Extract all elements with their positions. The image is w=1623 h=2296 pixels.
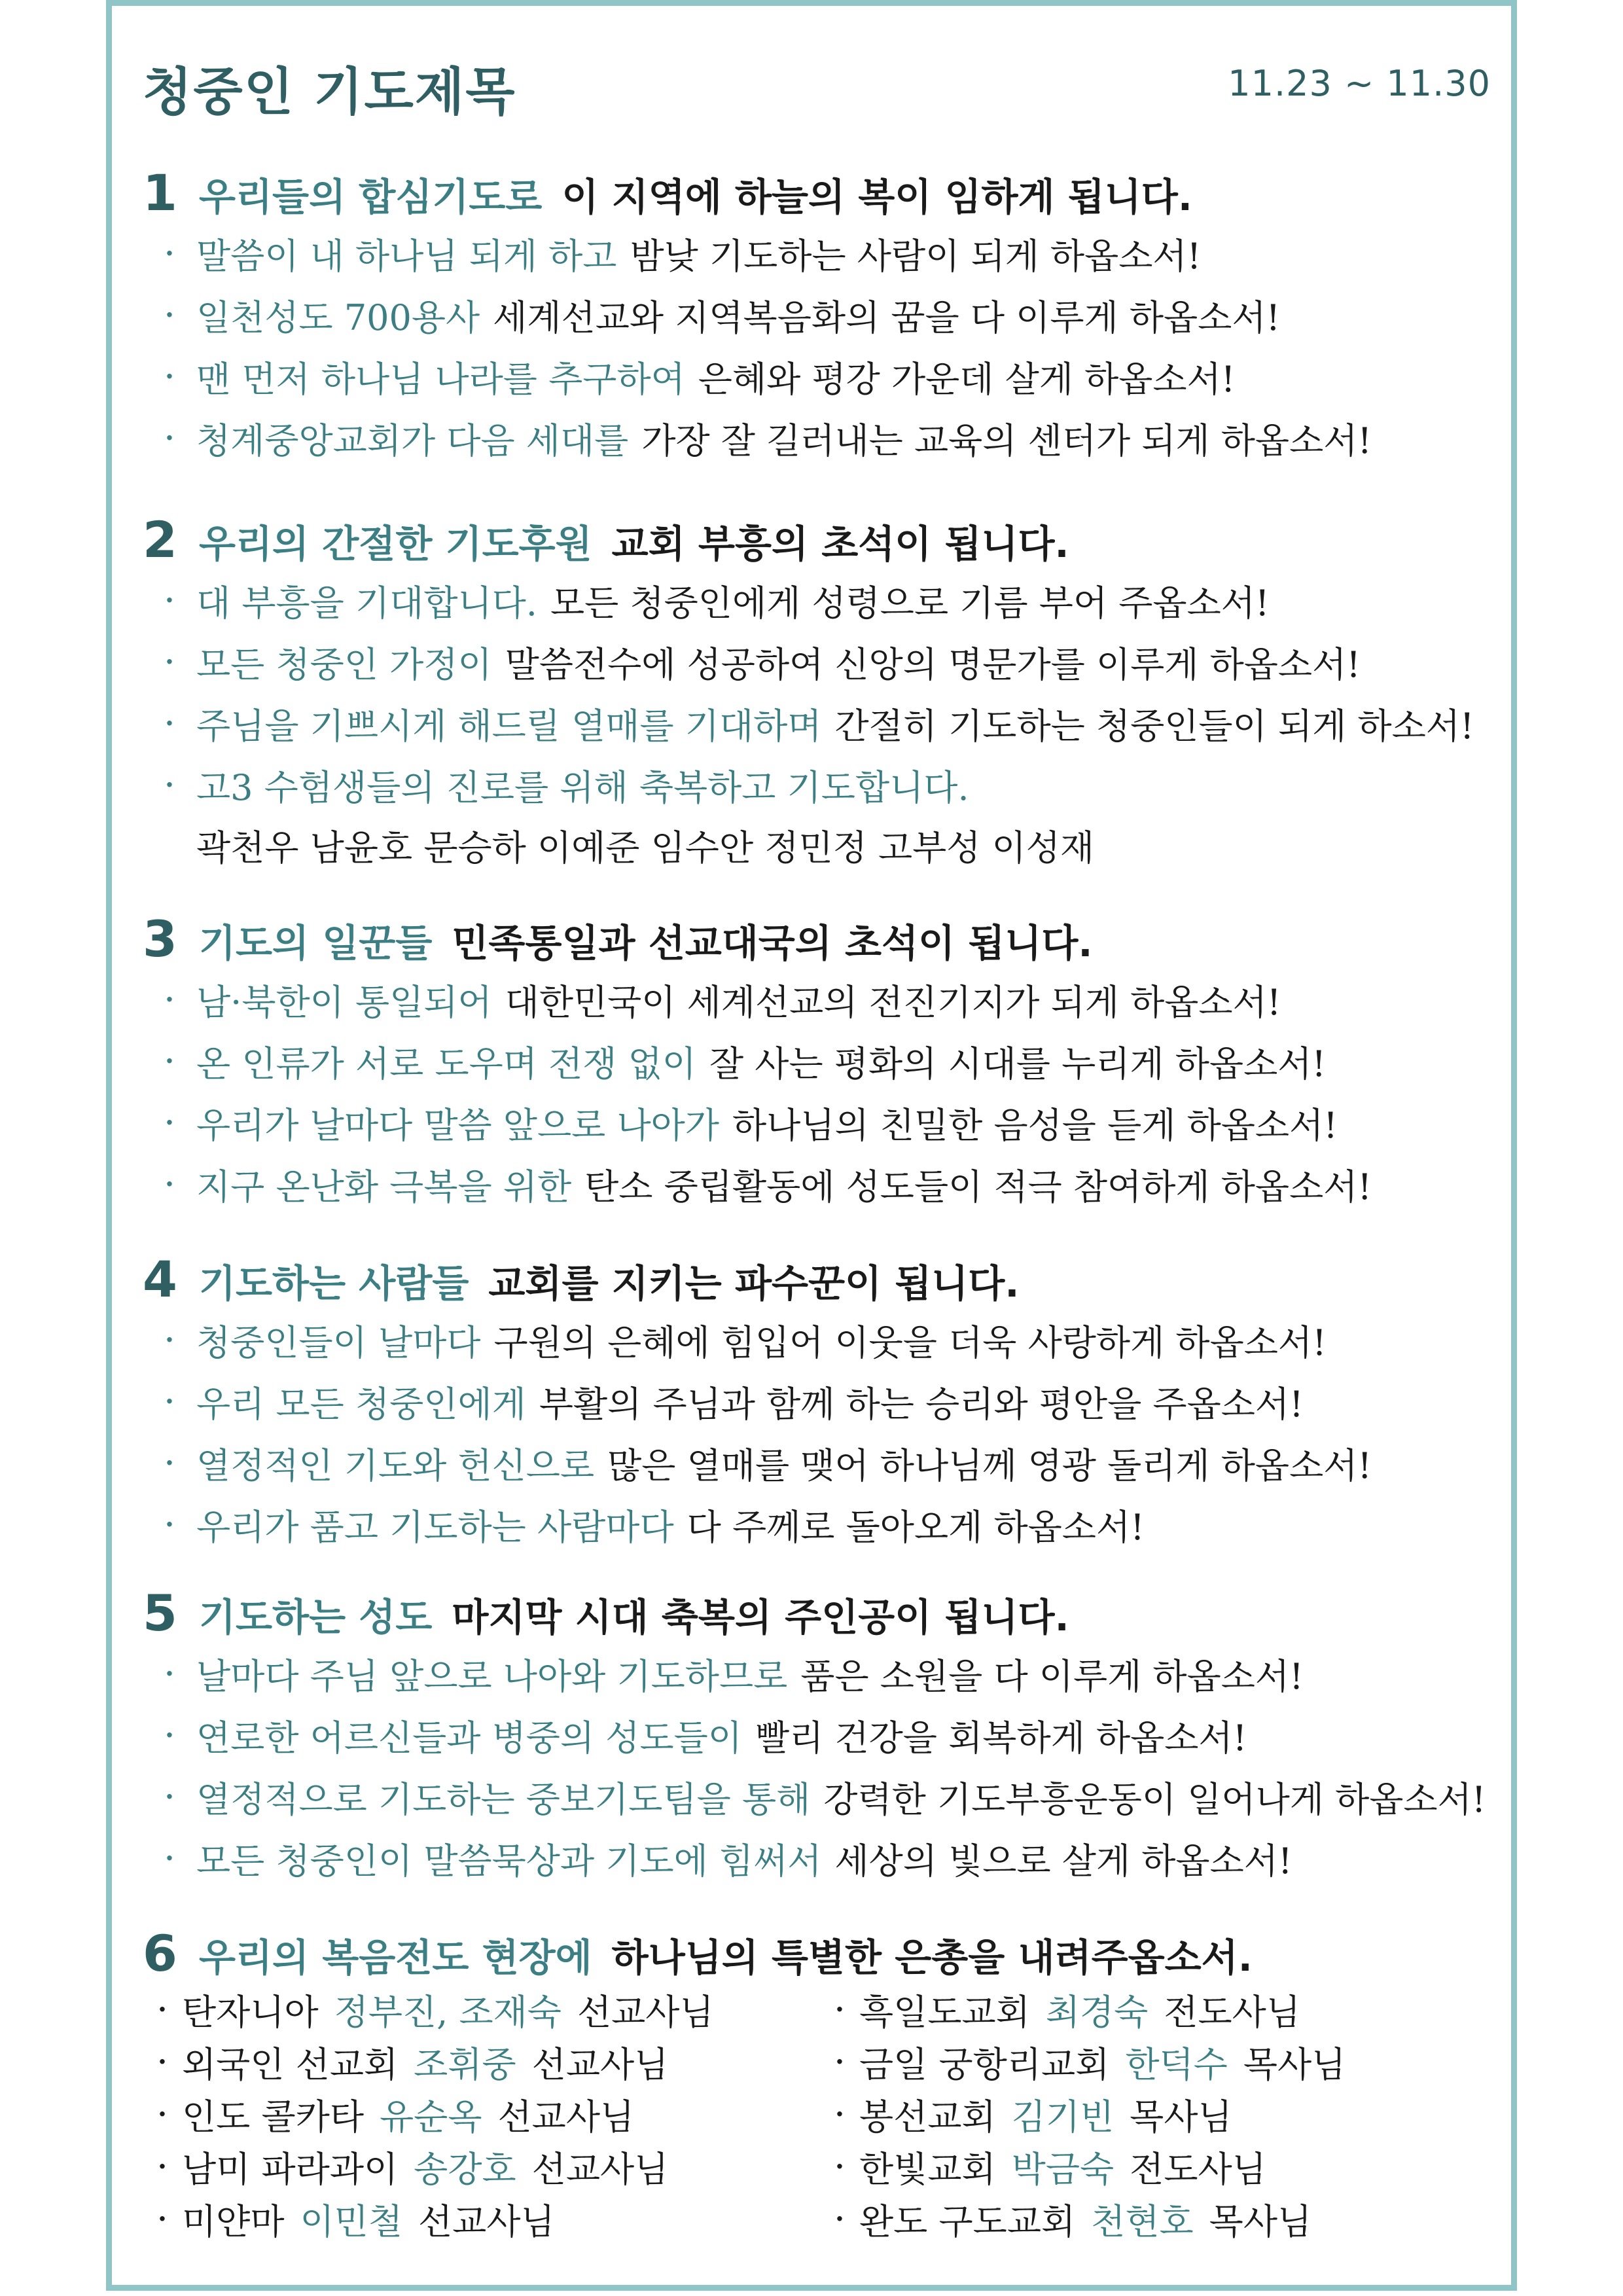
- item-highlight: 맨 먼저 하나님 나라를 추구하여: [196, 358, 685, 400]
- mission-place: 미얀마: [182, 2200, 285, 2242]
- item-text: 세상의 빛으로 살게 하옵소서!: [834, 1840, 1293, 1882]
- prayer-item: [143, 1643, 1497, 1704]
- item-text: 다 주께로 돌아오게 하옵소서!: [687, 1506, 1145, 1548]
- bullet-icon: ·: [158, 2151, 167, 2182]
- item-highlight: 열정적인 기도와 헌신으로: [196, 1444, 595, 1486]
- bullet-icon: ·: [165, 1386, 174, 1417]
- item-highlight: 온 인류가 서로 도우며 전쟁 없이: [196, 1043, 696, 1085]
- section-heading-text: 교회 부흥의 초석이 됩니다.: [611, 522, 1069, 566]
- prayer-item: [143, 1704, 1497, 1766]
- section-heading-highlight: 우리의 간절한 기도후원: [199, 522, 592, 566]
- section-number: 3: [143, 910, 177, 968]
- bullet-icon: ·: [165, 584, 174, 616]
- item-text: 말씀전수에 성공하여 신앙의 명문가를 이루게 하옵소서!: [505, 643, 1361, 685]
- item-highlight: 우리 모든 청중인에게: [196, 1383, 526, 1425]
- missionary-title: 선교사님: [497, 2096, 635, 2138]
- bullet-icon: ·: [165, 646, 174, 677]
- prayer-item: [143, 223, 1497, 284]
- missionary-list: [143, 1983, 1497, 2245]
- mission-place: 탄자니아: [182, 1991, 319, 2033]
- item-text: 많은 열매를 맺어 하나님께 영광 돌리게 하옵소서!: [607, 1444, 1372, 1486]
- missionary-item: [143, 2140, 820, 2193]
- item-text: 탄소 중립활동에 성도들이 적극 참여하게 하옵소서!: [584, 1166, 1372, 1208]
- missionary-title: 선교사님: [531, 2043, 669, 2085]
- date-range: 11.23 ~ 11.30: [1228, 63, 1491, 104]
- item-text: 부활의 주님과 함께 하는 승리와 평안을 주옵소서!: [539, 1383, 1304, 1425]
- bullet-icon: ·: [165, 238, 174, 269]
- section-number: 5: [143, 1584, 177, 1642]
- prayer-item: [143, 284, 1497, 346]
- prayer-item: [143, 1030, 1497, 1092]
- section-heading-highlight: 기도하는 사람들: [199, 1261, 469, 1306]
- missionary-name: 박금숙: [1011, 2148, 1115, 2190]
- item-highlight: 모든 청중인이 말씀묵상과 기도에 힘써서: [196, 1840, 822, 1882]
- bullet-icon: ·: [158, 2098, 167, 2130]
- section-2: [143, 511, 1497, 874]
- mission-place: 인도 콜카타: [182, 2096, 364, 2138]
- item-highlight: 날마다 주님 앞으로 나아와 기도하므로: [196, 1655, 788, 1697]
- page-title: 청중인 기도제목: [143, 63, 516, 122]
- section-5: [143, 1584, 1497, 1889]
- section-3: [143, 910, 1497, 1215]
- section-number: 6: [143, 1924, 177, 1982]
- section-heading-text: 교회를 지키는 파수꾼이 됩니다.: [488, 1261, 1020, 1306]
- missionary-item: [820, 2140, 1497, 2193]
- bullet-icon: ·: [165, 984, 174, 1015]
- mission-place: 금일 궁항리교회: [859, 2043, 1110, 2085]
- item-highlight: 대 부흥을 기대합니다.: [196, 582, 537, 624]
- section-number: 1: [143, 164, 177, 222]
- item-text: 대한민국이 세계선교의 전진기지가 되게 하옵소서!: [505, 981, 1281, 1023]
- prayer-item: [143, 1092, 1497, 1153]
- section-1: [143, 164, 1497, 469]
- bullet-icon: ·: [158, 1994, 167, 2025]
- item-text: 빨리 건강을 회복하게 하옵소서!: [755, 1717, 1247, 1759]
- bullet-icon: ·: [165, 1045, 174, 1077]
- bullet-icon: ·: [165, 1447, 174, 1479]
- missionary-name: 최경숙: [1045, 1991, 1149, 2033]
- prayer-item: [143, 1309, 1497, 1371]
- prayer-item: [143, 1432, 1497, 1494]
- item-text: 간절히 기도하는 청중인들이 되게 하소서!: [834, 705, 1474, 747]
- section-6: [143, 1924, 1497, 2245]
- prayer-item: [143, 1494, 1497, 1555]
- missionary-item: [143, 2036, 820, 2088]
- missionary-title: 선교사님: [531, 2148, 669, 2190]
- mission-place: 한빛교회: [859, 2148, 996, 2190]
- missionary-name: 유순옥: [380, 2096, 482, 2138]
- section-heading: [143, 1924, 1497, 1983]
- item-highlight: 청중인들이 날마다: [196, 1321, 481, 1363]
- missionary-item: [143, 1983, 820, 2036]
- item-text: 밤낮 기도하는 사람이 되게 하옵소서!: [630, 235, 1202, 277]
- bullet-icon: ·: [835, 1994, 844, 2025]
- student-names: 곽천우 남윤호 문승하 이예준 임수안 정민정 고부성 이성재: [196, 827, 1095, 869]
- missionary-title: 전도사님: [1130, 2148, 1266, 2190]
- item-text: 품은 소원을 다 이루게 하옵소서!: [800, 1655, 1304, 1697]
- missionary-title: 목사님: [1243, 2043, 1346, 2085]
- item-highlight: 우리가 날마다 말씀 앞으로 나아가: [196, 1104, 719, 1146]
- mission-place: 봉선교회: [859, 2096, 996, 2138]
- missionary-name: 이민철: [300, 2200, 402, 2242]
- prayer-item: [143, 969, 1497, 1030]
- missionary-item: [143, 2193, 820, 2245]
- section-heading-highlight: 우리들의 합심기도로: [199, 175, 543, 219]
- item-highlight: 모든 청중인 가정이: [196, 643, 492, 685]
- section-heading: [143, 511, 1497, 569]
- item-highlight: 열정적으로 기도하는 중보기도팀을 통해: [196, 1778, 811, 1820]
- section-heading-highlight: 기도하는 성도: [199, 1595, 433, 1640]
- bullet-icon: ·: [165, 1324, 174, 1355]
- section-heading: [143, 164, 1497, 223]
- mission-place: 남미 파라과이: [182, 2148, 399, 2190]
- section-heading: [143, 1250, 1497, 1309]
- section-heading-text: 마지막 시대 축복의 주인공이 됩니다.: [452, 1595, 1069, 1640]
- missionary-name: 한덕수: [1125, 2043, 1228, 2085]
- bullet-icon: ·: [835, 2046, 844, 2077]
- bullet-icon: ·: [165, 708, 174, 739]
- missionary-name: 송강호: [414, 2148, 516, 2190]
- bullet-icon: ·: [165, 769, 174, 800]
- bullet-icon: ·: [158, 2203, 167, 2234]
- item-text: 세계선교와 지역복음화의 꿈을 다 이루게 하옵소서!: [493, 296, 1281, 338]
- item-highlight: 고3 수험생들의 진로를 위해 축복하고 기도합니다.: [196, 766, 969, 808]
- bullet-icon: ·: [165, 1107, 174, 1138]
- missionary-title: 선교사님: [577, 1991, 714, 2033]
- prayer-item: [143, 1153, 1497, 1215]
- missionary-title: 목사님: [1209, 2200, 1312, 2242]
- mission-place: 완도 구도교회: [859, 2200, 1076, 2242]
- section-number: 4: [143, 1250, 177, 1308]
- section-heading-text: 민족통일과 선교대국의 초석이 됩니다.: [452, 921, 1093, 965]
- item-highlight: 일천성도 700용사: [196, 296, 480, 338]
- item-highlight: 청계중앙교회가 다음 세대를: [196, 420, 629, 461]
- item-highlight: 연로한 어르신들과 병중의 성도들이: [196, 1717, 742, 1759]
- item-highlight: 우리가 품고 기도하는 사람마다: [196, 1506, 674, 1548]
- missionary-item: [820, 2036, 1497, 2088]
- item-text: 가장 잘 길러내는 교육의 센터가 되게 하옵소서!: [641, 420, 1372, 461]
- prayer-item: [143, 569, 1497, 631]
- missionary-item: [820, 2193, 1497, 2245]
- missionary-item: [820, 2088, 1497, 2140]
- bullet-icon: ·: [165, 1658, 174, 1689]
- mission-place: 흑일도교회: [859, 1991, 1030, 2033]
- prayer-item: [143, 692, 1497, 754]
- prayer-item: [143, 1371, 1497, 1432]
- item-text: 은혜와 평강 가운데 살게 하옵소서!: [698, 358, 1236, 400]
- section-heading-highlight: 우리의 복음전도 현장에: [199, 1935, 592, 1980]
- section-number: 2: [143, 511, 177, 569]
- missionary-title: 선교사님: [418, 2200, 555, 2242]
- section-heading: [143, 910, 1497, 969]
- header: [143, 51, 1491, 123]
- bullet-icon: ·: [835, 2151, 844, 2182]
- item-highlight: 주님을 기쁘시게 해드릴 열매를 기대하며: [196, 705, 822, 747]
- item-highlight: 남·북한이 통일되어: [196, 981, 492, 1023]
- item-text: 잘 사는 평화의 시대를 누리게 하옵소서!: [709, 1043, 1327, 1085]
- missionary-name: 조휘중: [414, 2043, 516, 2085]
- item-highlight: 말씀이 내 하나님 되게 하고: [196, 235, 617, 277]
- section-heading-highlight: 기도의 일꾼들: [199, 921, 433, 965]
- bullet-icon: ·: [165, 1842, 174, 1874]
- missionary-name: 김기빈: [1011, 2096, 1115, 2138]
- bullet-icon: ·: [158, 2046, 167, 2077]
- missionary-item: [143, 2088, 820, 2140]
- prayer-item: [143, 754, 1497, 816]
- section-heading: [143, 1584, 1497, 1643]
- missionary-name: 정부진, 조재숙: [334, 1991, 562, 2033]
- bullet-icon: ·: [165, 299, 174, 331]
- item-highlight: 지구 온난화 극복을 위한: [196, 1166, 572, 1208]
- bullet-icon: ·: [165, 361, 174, 392]
- bullet-icon: ·: [165, 1781, 174, 1812]
- missionary-item: [820, 1983, 1497, 2036]
- bullet-icon: ·: [835, 2203, 844, 2234]
- bullet-icon: ·: [165, 1168, 174, 1200]
- item-text: 하나님의 친밀한 음성을 듣게 하옵소서!: [732, 1104, 1338, 1146]
- section-4: [143, 1250, 1497, 1555]
- prayer-item: [143, 1766, 1497, 1827]
- mission-place: 외국인 선교회: [182, 2043, 399, 2085]
- prayer-item: [143, 631, 1497, 692]
- missionary-column-right: [820, 1983, 1497, 2245]
- item-text: 구원의 은혜에 힘입어 이웃을 더욱 사랑하게 하옵소서!: [493, 1321, 1327, 1363]
- bullet-icon: ·: [165, 422, 174, 454]
- missionary-title: 전도사님: [1164, 1991, 1300, 2033]
- missionary-column-left: [143, 1983, 820, 2245]
- missionary-name: 천현호: [1091, 2200, 1194, 2242]
- item-text: 모든 청중인에게 성령으로 기름 부어 주옵소서!: [550, 582, 1270, 624]
- section-heading-text: 이 지역에 하늘의 복이 임하게 됩니다.: [562, 175, 1192, 219]
- item-text: 강력한 기도부흥운동이 일어나게 하옵소서!: [823, 1778, 1486, 1820]
- section-heading-text: 하나님의 특별한 은총을 내려주옵소서.: [611, 1935, 1253, 1980]
- prayer-item: [143, 1827, 1497, 1889]
- bullet-icon: ·: [165, 1509, 174, 1540]
- prayer-item: [143, 346, 1497, 407]
- bullet-icon: ·: [835, 2098, 844, 2130]
- prayer-item: [143, 407, 1497, 469]
- bullet-icon: ·: [165, 1719, 174, 1751]
- missionary-title: 목사님: [1130, 2096, 1232, 2138]
